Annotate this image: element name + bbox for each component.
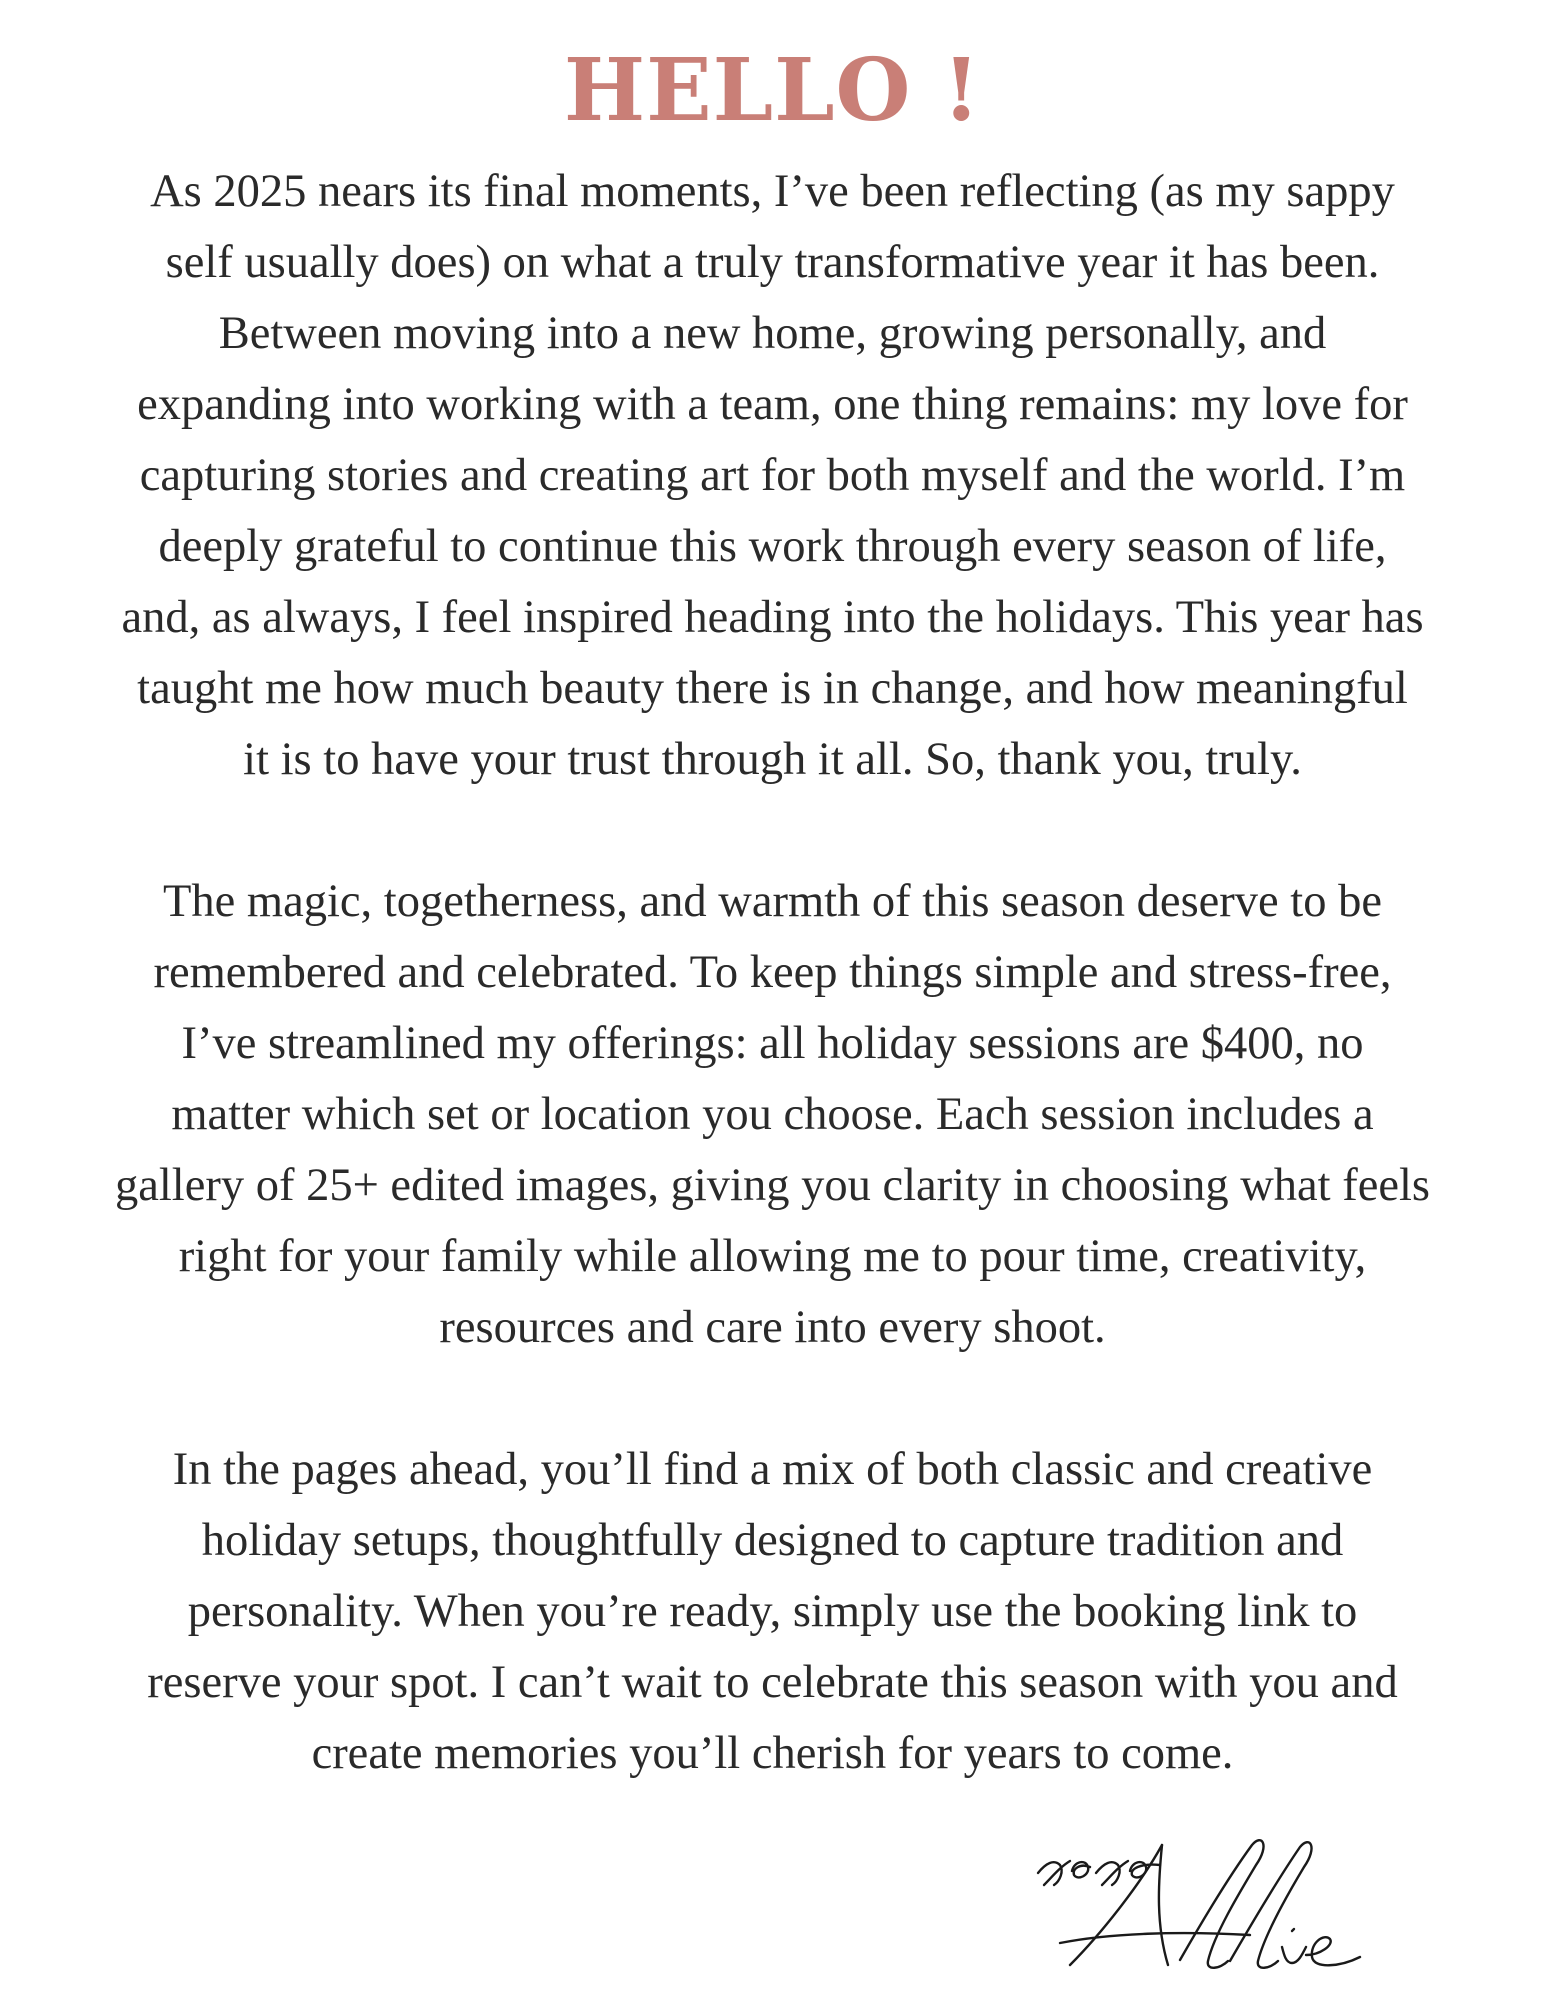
paragraph-line: As 2025 nears its final moments, I’ve been reflecting (as my sappy (150, 166, 1395, 217)
paragraph-line: I’ve streamlined my offerings: all holiday sessions are $400, no (181, 1018, 1364, 1069)
paragraph-line: resources and care into every shoot. (439, 1302, 1106, 1353)
paragraph-line: and, as always, I feel inspired heading into the holidays. This year has (121, 592, 1424, 643)
paragraph-line: Between moving into a new home, growing personally, and (218, 308, 1327, 359)
paragraph-line: reserve your spot. I can’t wait to celebrate this season with you and (147, 1657, 1398, 1708)
signature (1030, 1815, 1430, 1985)
paragraph-line: gallery of 25+ edited images, giving you clarity in choosing what feels (115, 1160, 1430, 1211)
paragraph-line: The magic, togetherness, and warmth of this season deserve to be (163, 876, 1382, 927)
paragraph-line: self usually does) on what a truly transformative year it has been. (165, 237, 1380, 288)
paragraph-line: taught me how much beauty there is in change, and how meaningful (137, 663, 1408, 714)
paragraph-line: capturing stories and creating art for both myself and the world. I’m (139, 450, 1406, 501)
signature-closing-drawing (1038, 1861, 1160, 1885)
paragraph-line: deeply grateful to continue this work through every season of life, (158, 521, 1387, 572)
paragraph-line: expanding into working with a team, one thing remains: my love for (137, 379, 1408, 430)
paragraph-line: it is to have your trust through it all. So, thank you, truly. (243, 734, 1302, 785)
paragraph-offerings (40, 866, 1505, 1363)
paragraph-line: personality. When you’re ready, simply use the booking link to (187, 1586, 1358, 1637)
paragraph-line: right for your family while allowing me to pour time, creativity, (178, 1231, 1367, 1282)
paragraph-line: In the pages ahead, you’ll find a mix of both classic and creative (172, 1444, 1373, 1495)
paragraph-closing (40, 1434, 1505, 1789)
signature-name-drawing (1060, 1840, 1360, 1968)
paragraph-intro (40, 156, 1505, 795)
paragraph-line: create memories you’ll cherish for years to come. (311, 1728, 1234, 1779)
page-title: HELLO ! (563, 40, 982, 141)
signature-script-drawing (1030, 1815, 1430, 1985)
paragraph-line: remembered and celebrated. To keep things simple and stress-free, (153, 947, 1392, 998)
paragraph-line: matter which set or location you choose. Each session includes a (171, 1089, 1374, 1140)
paragraph-line: holiday setups, thoughtfully designed to capture tradition and (201, 1515, 1344, 1566)
